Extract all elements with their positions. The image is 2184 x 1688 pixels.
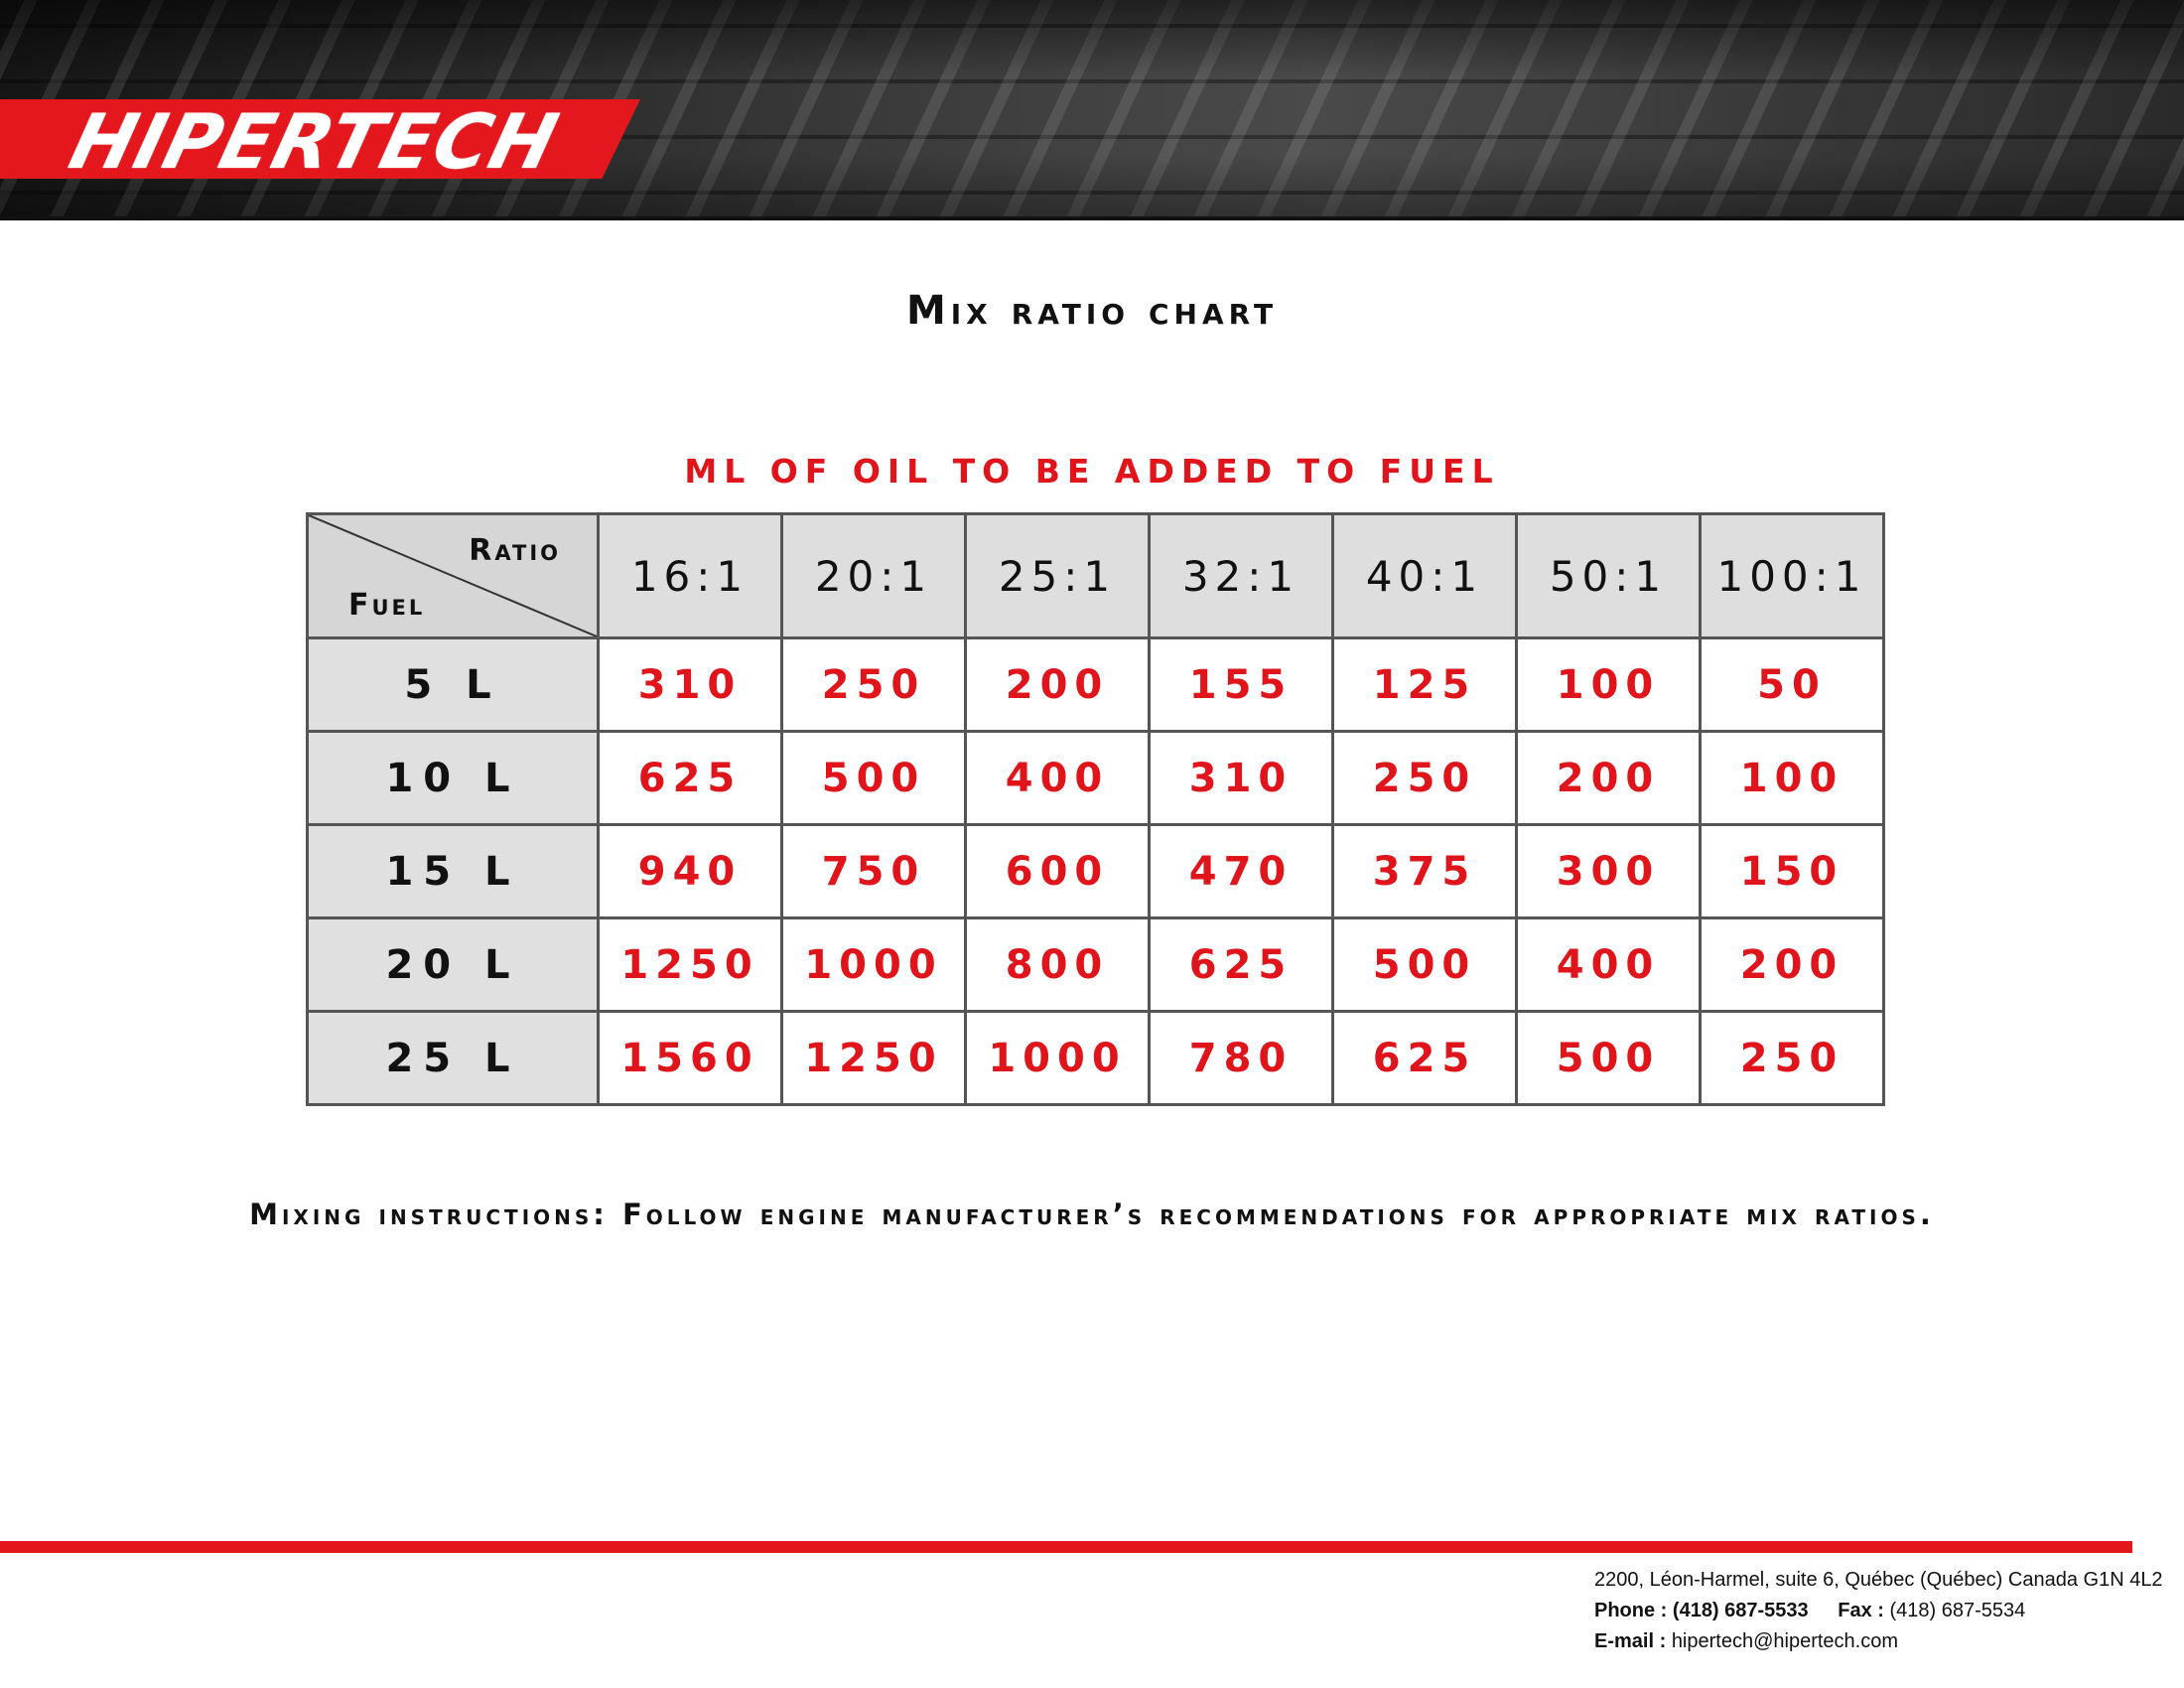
table-subtitle: ML OF OIL TO BE ADDED TO FUEL	[684, 452, 1500, 491]
table-cell: 625	[599, 732, 782, 825]
table-cell: 750	[782, 825, 966, 918]
mixing-instructions: Mixing instructions: Follow engine manufacturer’s recommendations for appropriate mix ratios.	[249, 1197, 1935, 1231]
fuel-header: 15 L	[308, 825, 599, 918]
table-cell: 500	[782, 732, 966, 825]
table-cell: 1250	[782, 1012, 966, 1105]
fuel-header: 10 L	[308, 732, 599, 825]
address-line: 2200, Léon-Harmel, suite 6, Québec (Québec) Canada G1N 4L2	[1594, 1569, 2163, 1591]
table-cell: 100	[1517, 638, 1701, 732]
table-cell: 310	[599, 638, 782, 732]
table-row	[308, 638, 1884, 732]
table-cell: 300	[1517, 825, 1701, 918]
table-cell: 780	[1150, 1012, 1333, 1105]
fuel-header: 25 L	[308, 1012, 599, 1105]
table-cell: 625	[1333, 1012, 1517, 1105]
phone-label: Phone :	[1594, 1600, 1668, 1621]
table-cell: 125	[1333, 638, 1517, 732]
email-line	[1594, 1626, 2180, 1657]
table-cell: 150	[1701, 825, 1884, 918]
ratio-header: 20:1	[782, 514, 966, 638]
table-cell: 400	[1517, 918, 1701, 1012]
footer-divider	[0, 1541, 2132, 1553]
corner-fuel-label: Fuel	[348, 588, 426, 623]
email-link[interactable]: hipertech@hipertech.com	[1671, 1630, 1899, 1652]
table-cell: 200	[1517, 732, 1701, 825]
table-cell: 250	[1333, 732, 1517, 825]
phone-number: (418) 687-5533	[1672, 1600, 1809, 1621]
ratio-header: 50:1	[1517, 514, 1701, 638]
table-cell: 400	[966, 732, 1150, 825]
table-row	[308, 1012, 1884, 1105]
table-cell: 1000	[782, 918, 966, 1012]
ratio-header: 25:1	[966, 514, 1150, 638]
corner-ratio-label: Ratio	[469, 533, 561, 568]
table-cell: 50	[1701, 638, 1884, 732]
ratio-header: 100:1	[1701, 514, 1884, 638]
fax-number: (418) 687-5534	[1889, 1600, 2026, 1621]
page-title: Mix ratio chart	[905, 288, 1279, 334]
phone-fax-line	[1594, 1596, 2180, 1626]
fuel-header: 20 L	[308, 918, 599, 1012]
table-cell: 470	[1150, 825, 1333, 918]
table-cell: 375	[1333, 825, 1517, 918]
table-cell: 155	[1150, 638, 1333, 732]
fax-label: Fax :	[1838, 1600, 1884, 1621]
header-divider	[0, 216, 2184, 220]
table-cell: 200	[966, 638, 1150, 732]
fuel-header: 5 L	[308, 638, 599, 732]
ratio-header: 16:1	[599, 514, 782, 638]
table-cell: 100	[1701, 732, 1884, 825]
ratio-header: 40:1	[1333, 514, 1517, 638]
table-cell: 625	[1150, 918, 1333, 1012]
mix-ratio-table	[306, 512, 1885, 1106]
table-cell: 310	[1150, 732, 1333, 825]
table-cell: 200	[1701, 918, 1884, 1012]
table-row	[308, 825, 1884, 918]
table-row	[308, 918, 1884, 1012]
contact-info	[1594, 1565, 2180, 1657]
table-row	[308, 732, 1884, 825]
table-cell: 250	[782, 638, 966, 732]
table-cell: 1250	[599, 918, 782, 1012]
table-cell: 940	[599, 825, 782, 918]
ratio-header-row	[308, 514, 1884, 638]
ratio-header: 32:1	[1150, 514, 1333, 638]
table-cell: 250	[1701, 1012, 1884, 1105]
table-cell: 500	[1333, 918, 1517, 1012]
table-cell: 600	[966, 825, 1150, 918]
table-cell: 1560	[599, 1012, 782, 1105]
table-cell: 500	[1517, 1012, 1701, 1105]
table-cell: 800	[966, 918, 1150, 1012]
table-cell: 1000	[966, 1012, 1150, 1105]
corner-header	[308, 514, 599, 638]
email-label: E-mail :	[1594, 1630, 1667, 1652]
hipertech-logo: HIPERTECH	[62, 97, 567, 186]
